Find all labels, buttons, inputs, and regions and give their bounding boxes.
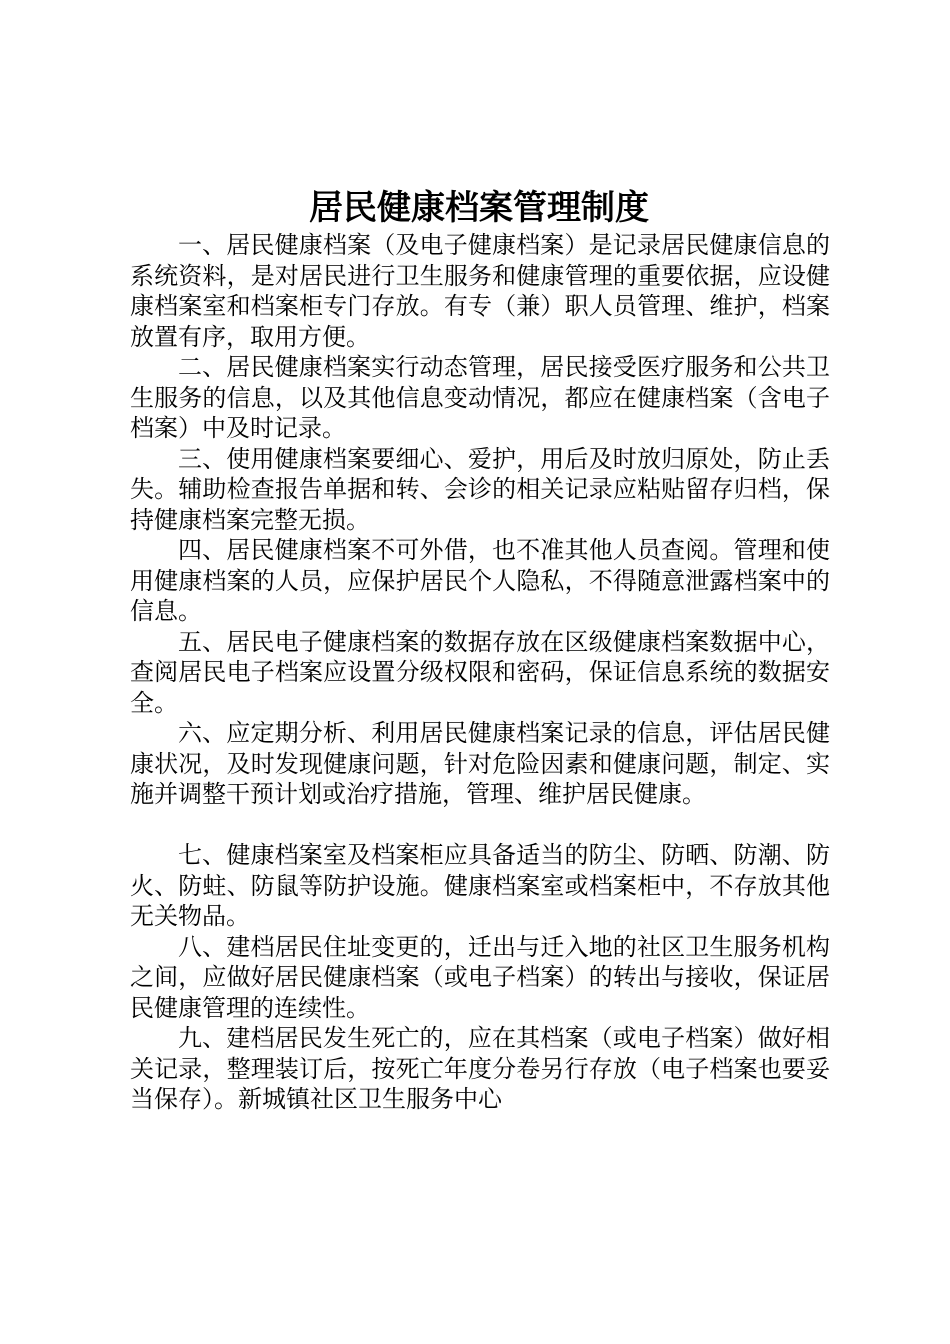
paragraph-7: 七、健康档案室及档案柜应具备适当的防尘、防晒、防潮、防火、防蛀、防鼠等防护设施。健康档案室或档案柜中，不存放其他无关物品。 — [130, 841, 830, 930]
paragraph-gap — [130, 810, 830, 841]
paragraph-9: 九、建档居民发生死亡的，应在其档案（或电子档案）做好相关记录，整理装订后，按死亡年度分卷另行存放（电子档案也要妥当保存）。新城镇社区卫生服务中心 — [130, 1024, 830, 1113]
paragraph-1: 一、居民健康档案（及电子健康档案）是记录居民健康信息的系统资料，是对居民进行卫生服务和健康管理的重要依据，应设健康档案室和档案柜专门存放。有专（兼）职人员管理、维护，档案放置有序，取用方便。 — [130, 231, 830, 351]
document-title: 居民健康档案管理制度 — [309, 188, 649, 228]
document-body — [130, 230, 830, 1115]
paragraph-5: 五、居民电子健康档案的数据存放在区级健康档案数据中心，查阅居民电子档案应设置分级权限和密码，保证信息系统的数据安全。 — [130, 627, 830, 717]
paragraph-3: 三、使用健康档案要细心、爱护，用后及时放归原处，防止丢失。辅助检查报告单据和转、会诊的相关记录应粘贴留存归档，保持健康档案完整无损。 — [130, 444, 830, 534]
paragraph-4: 四、居民健康档案不可外借，也不准其他人员查阅。管理和使用健康档案的人员，应保护居民个人隐私，不得随意泄露档案中的信息。 — [130, 536, 830, 625]
paragraph-8: 八、建档居民住址变更的，迁出与迁入地的社区卫生服务机构之间，应做好居民健康档案（或电子档案）的转出与接收，保证居民健康管理的连续性。 — [130, 932, 830, 1022]
paragraph-2: 二、居民健康档案实行动态管理，居民接受医疗服务和公共卫生服务的信息，以及其他信息变动情况，都应在健康档案（含电子档案）中及时记录。 — [130, 353, 830, 442]
paragraph-6: 六、应定期分析、利用居民健康档案记录的信息，评估居民健康状况，及时发现健康问题，针对危险因素和健康问题，制定、实施并调整干预计划或治疗措施，管理、维护居民健康。 — [130, 719, 830, 808]
